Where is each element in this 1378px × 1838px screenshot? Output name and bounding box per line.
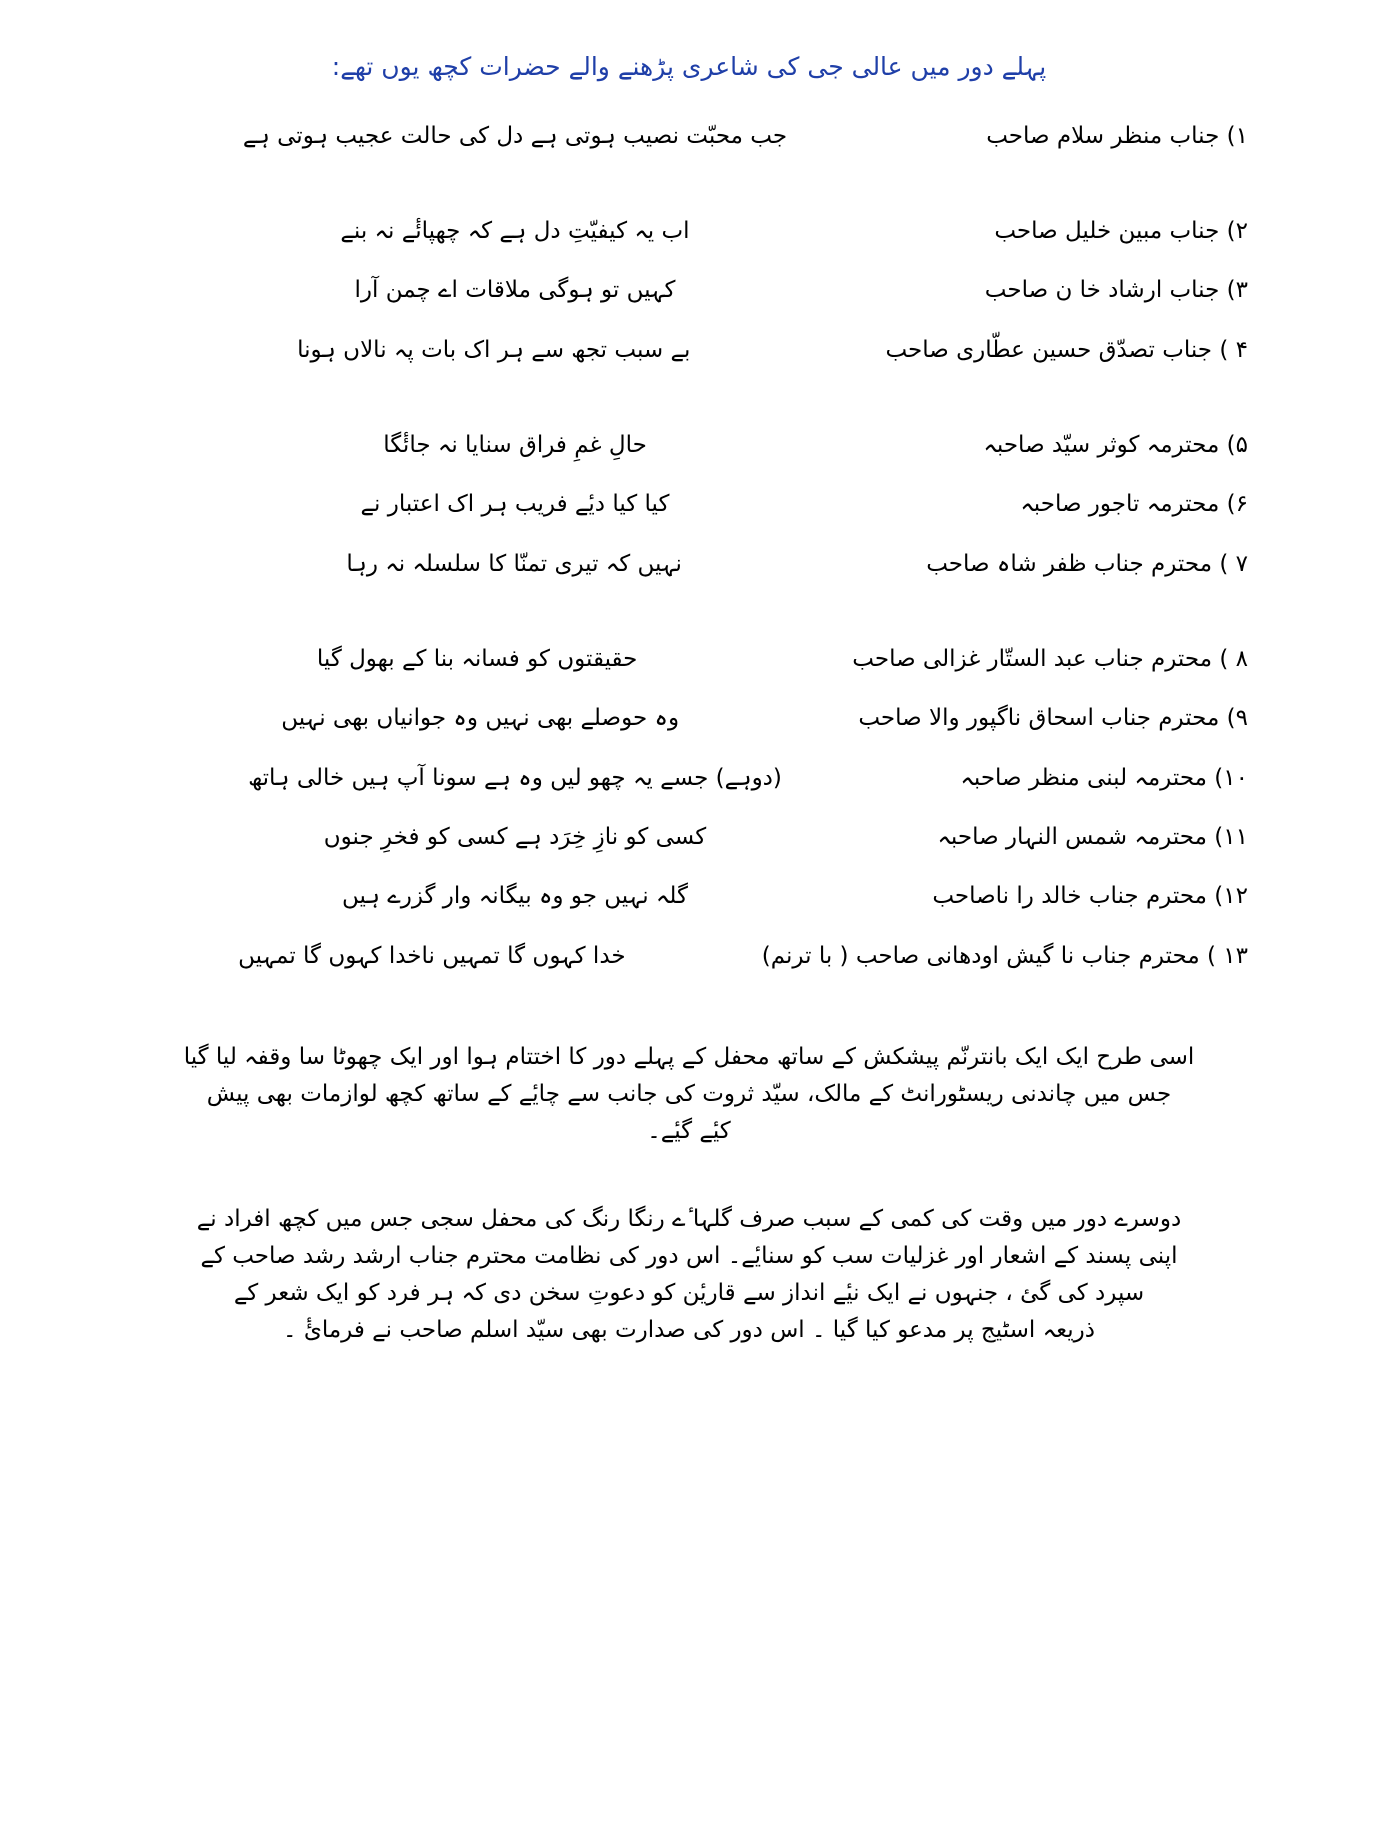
list-item [130,643,1248,676]
paragraph-two-line-4: ذریعہ اسٹیج پر مدعو کیا گیا ۔ اس دور کی صدارت بھی سیّد اسلم صاحب نے فرمائٔ ۔ [283,1317,1095,1344]
entry-number: ۱) [1226,122,1248,149]
entry-verse: حقیقتوں کو فسانہ بنا کے بھول گیا [316,645,638,672]
entry-verse: نہیں کہ تیری تمنّا کا سلسلہ نہ رہا [346,550,682,577]
entry-verse: (دوہے) جسے یہ چھو لیں وہ ہے سونا آپ ہیں خالی ہاتھ [248,764,782,791]
entry-number: ۸ ) [1219,645,1248,672]
entry-number: ۱۳ ) [1206,942,1248,969]
poet-entry-list [0,120,1378,973]
entry-number: ۱۱) [1214,823,1248,850]
entry-name [867,334,1248,367]
entry-name [910,880,1248,913]
entry-verse: حالِ غمِ فراق سنایا نہ جائٔگا [383,431,647,458]
entry-name-text: محترمہ لبنی منظر صاحبہ [960,764,1207,791]
paragraph-two [62,1201,1316,1350]
entry-name [910,215,1248,248]
entry-name-text: محترم جناب عبد الستّار غزالی صاحب [852,645,1213,672]
entry-name [910,120,1248,153]
entry-name-text: محترمہ تاجور صاحبہ [1020,491,1220,518]
entry-number: ۱۲) [1214,883,1248,910]
list-item [130,762,1248,795]
entry-number: ۳) [1226,277,1248,304]
entry-name [910,821,1248,854]
entry-number: ۶) [1226,491,1248,518]
list-item [130,274,1248,307]
paragraph-two-line-1: دوسرے دور میں وقت کی کمی کے سبب صرف گلہا ٔے رنگا رنگ کی محفل سجی جس میں کچھ افراد نے [196,1205,1182,1232]
entry-name-text: جناب مبین خلیل صاحب [994,217,1220,244]
entry-name-text: محترم جناب اسحاق ناگپور والا صاحب [858,705,1220,732]
page-title: پہلے دور میں عالی جی کی شاعری پڑھنے والے حضرات کچھ یوں تھے: [331,52,1047,81]
entry-verse: گلہ نہیں جو وہ بیگانہ وار گزرے ہیں [342,883,688,910]
entry-name-text: محترم جناب ظفر شاہ صاحب [926,550,1213,577]
prose-section [0,1039,1378,1350]
paragraph-one-line-2: جس میں چاندنی ریسٹورانٹ کے مالک، سیّد ثروت کی جانب سے چایٔے کے ساتھ کچھ لوازمات بھی پیش [206,1081,1172,1108]
entry-number: ۱۰) [1214,764,1248,791]
entry-name-text: جناب ارشاد خا ن صاحب [984,277,1220,304]
entry-name [910,488,1248,521]
list-item [130,880,1248,913]
entry-name [910,762,1248,795]
entry-verse: کہیں تو ہوگی ملاقات اے چمن آرا [354,277,676,304]
entry-name [908,548,1248,581]
entry-number: ۴ ) [1219,336,1248,363]
entry-name [910,274,1248,307]
entry-name [834,643,1248,676]
list-item [130,120,1248,153]
entry-name-text: محترم جناب خالد را ناصاحب [932,883,1207,910]
paragraph-one-line-1: اسی طرح ایک ایک بانترنّم پیشکش کے ساتھ محفل کے پہلے دور کا اختتام ہوا اور ایک چھوٹا سا وقفہ لیا گیا [183,1043,1195,1070]
entry-number: ۷ ) [1219,550,1248,577]
list-item [130,215,1248,248]
paragraph-one [62,1039,1316,1151]
paragraph-two-line-3: سپرد کی گئ ، جنہوں نے ایک نیٔے انداز سے قاریٔن کو دعوتِ سخن دی کہ ہر فرد کو ایک شعر کے [233,1280,1145,1307]
entry-name-text: محترمہ شمس النہار صاحبہ [937,823,1207,850]
list-item [130,488,1248,521]
entry-name-text: جناب تصدّق حسین عطّاری صاحب [885,336,1213,363]
list-item [130,940,1248,973]
entry-verse: اب یہ کیفیّتِ دل ہے کہ چھپائٔے نہ بنے [340,217,690,244]
paragraph-two-line-2: اپنی پسند کے اشعار اور غزلیات سب کو سنایٔے۔ اس دور کی نظامت محترم جناب ارشد رشد صاحب کے [200,1242,1178,1269]
list-item [130,821,1248,854]
entry-name-text: جناب منظر سلام صاحب [986,122,1220,149]
list-item [130,548,1248,581]
entry-number: ۲) [1226,217,1248,244]
entry-number: ۵) [1226,431,1248,458]
entry-name [840,702,1248,735]
entry-verse: خدا کہوں گا تمہیں ناخدا کہوں گا تمہیں [238,942,626,969]
entry-verse: کسی کو نازِ خِرَد ہے کسی کو فخرِ جنوں [323,823,707,850]
list-item [130,429,1248,462]
list-item [130,702,1248,735]
entry-name [910,429,1248,462]
entry-number: ۹) [1226,705,1248,732]
entry-name [744,940,1248,973]
entry-name-text: محترم جناب نا گیش اودھانی صاحب ( با ترنم) [761,942,1200,969]
list-item [130,334,1248,367]
entry-verse: وہ حوصلے بھی نہیں وہ جوانیاں بھی نہیں [281,705,680,732]
entry-verse: بے سبب تجھ سے ہر اک بات پہ نالاں ہونا [297,336,691,363]
entry-name-text: محترمہ کوثر سیّد صاحبہ [983,431,1220,458]
paragraph-one-line-3: کیٔے گیٔے۔ [647,1118,731,1145]
entry-verse: جب محبّت نصیب ہوتی ہے دل کی حالت عجیب ہوتی ہے [242,122,788,149]
entry-verse: کیا کیا دیٔے فریب ہر اک اعتبار نے [360,491,670,518]
